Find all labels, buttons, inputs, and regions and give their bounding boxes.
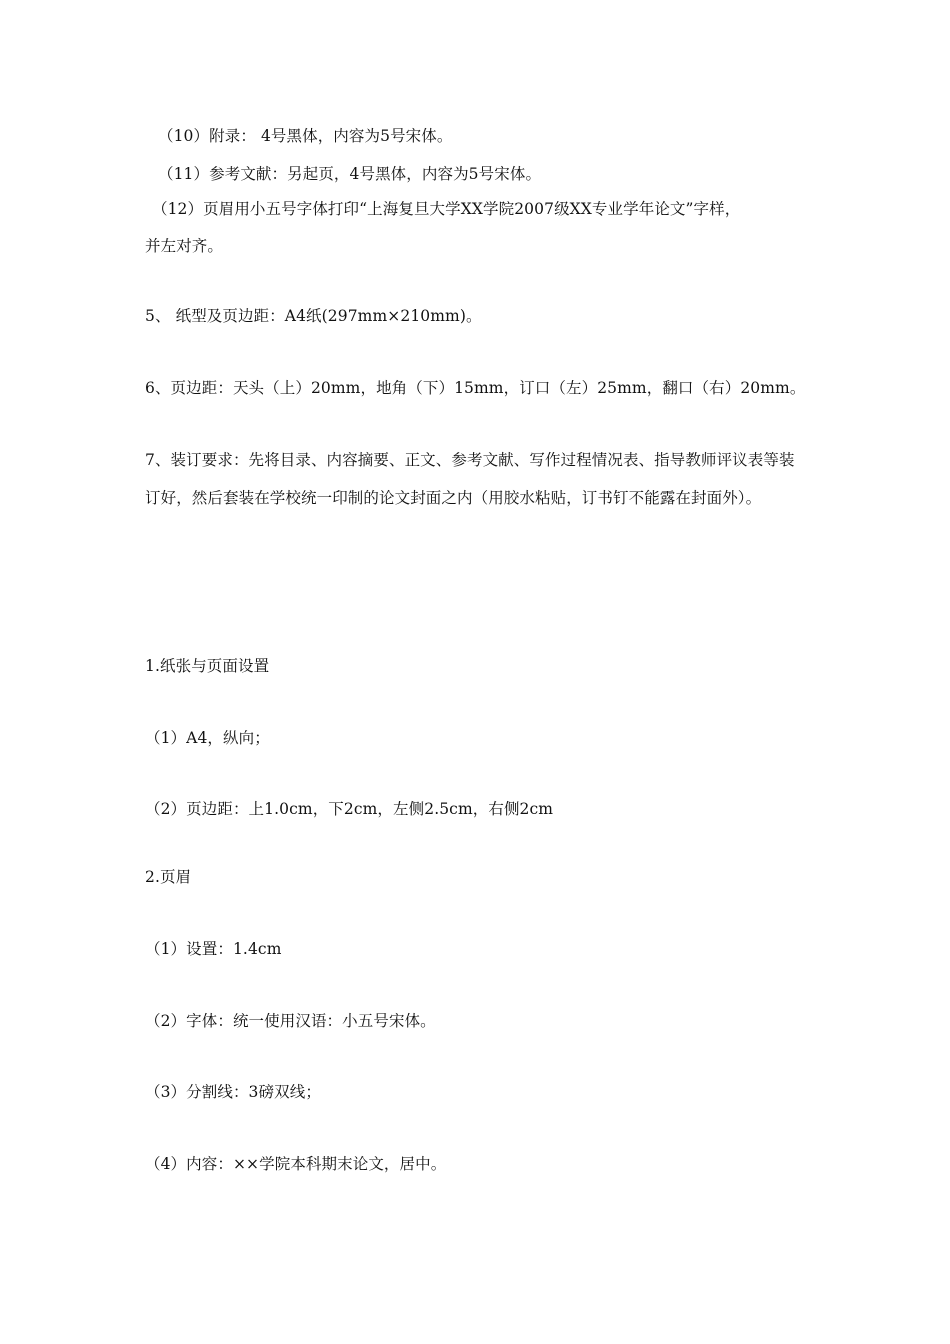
text-line-paper-type: 5、 纸型及页边距：A4纸(297mm×210mm)。 — [145, 307, 482, 325]
text-line-left-align: 并左对齐。 — [145, 237, 224, 255]
text-line-header-setting: （1）设置：1.4cm — [145, 940, 282, 958]
text-line-appendix: （10）附录： 4号黑体，内容为5号宋体。 — [158, 127, 453, 145]
text-line-page-margins: （2）页边距：上1.0cm，下2cm，左侧2.5cm，右侧2cm — [145, 800, 554, 818]
text-line-divider: （3）分割线：3磅双线； — [145, 1083, 321, 1101]
section-heading-paper-setup: 1.纸张与页面设置 — [145, 657, 270, 675]
section-heading-header: 2.页眉 — [145, 868, 192, 886]
text-line-references: （11）参考文献：另起页，4号黑体，内容为5号宋体。 — [158, 165, 542, 183]
text-line-binding-2: 订好，然后套装在学校统一印制的论文封面之内（用胶水粘贴，订书钉不能露在封面外）。 — [145, 489, 762, 507]
text-line-binding-1: 7、装订要求：先将目录、内容摘要、正文、参考文献、写作过程情况表、指导教师评议表等装 — [145, 451, 795, 469]
text-line-header-font: （12）页眉用小五号字体打印“上海复旦大学XX学院2007级XX专业学年论文”字样， — [152, 200, 741, 218]
text-line-a4-portrait: （1）A4，纵向； — [145, 729, 270, 747]
text-line-header-content: （4）内容：××学院本科期末论文，居中。 — [145, 1155, 447, 1173]
text-line-margins: 6、页边距：天头（上）20mm，地角（下）15mm，订口（左）25mm，翻口（右）20mm。 — [145, 379, 806, 397]
text-line-header-font-spec: （2）字体：统一使用汉语：小五号宋体。 — [145, 1012, 436, 1030]
